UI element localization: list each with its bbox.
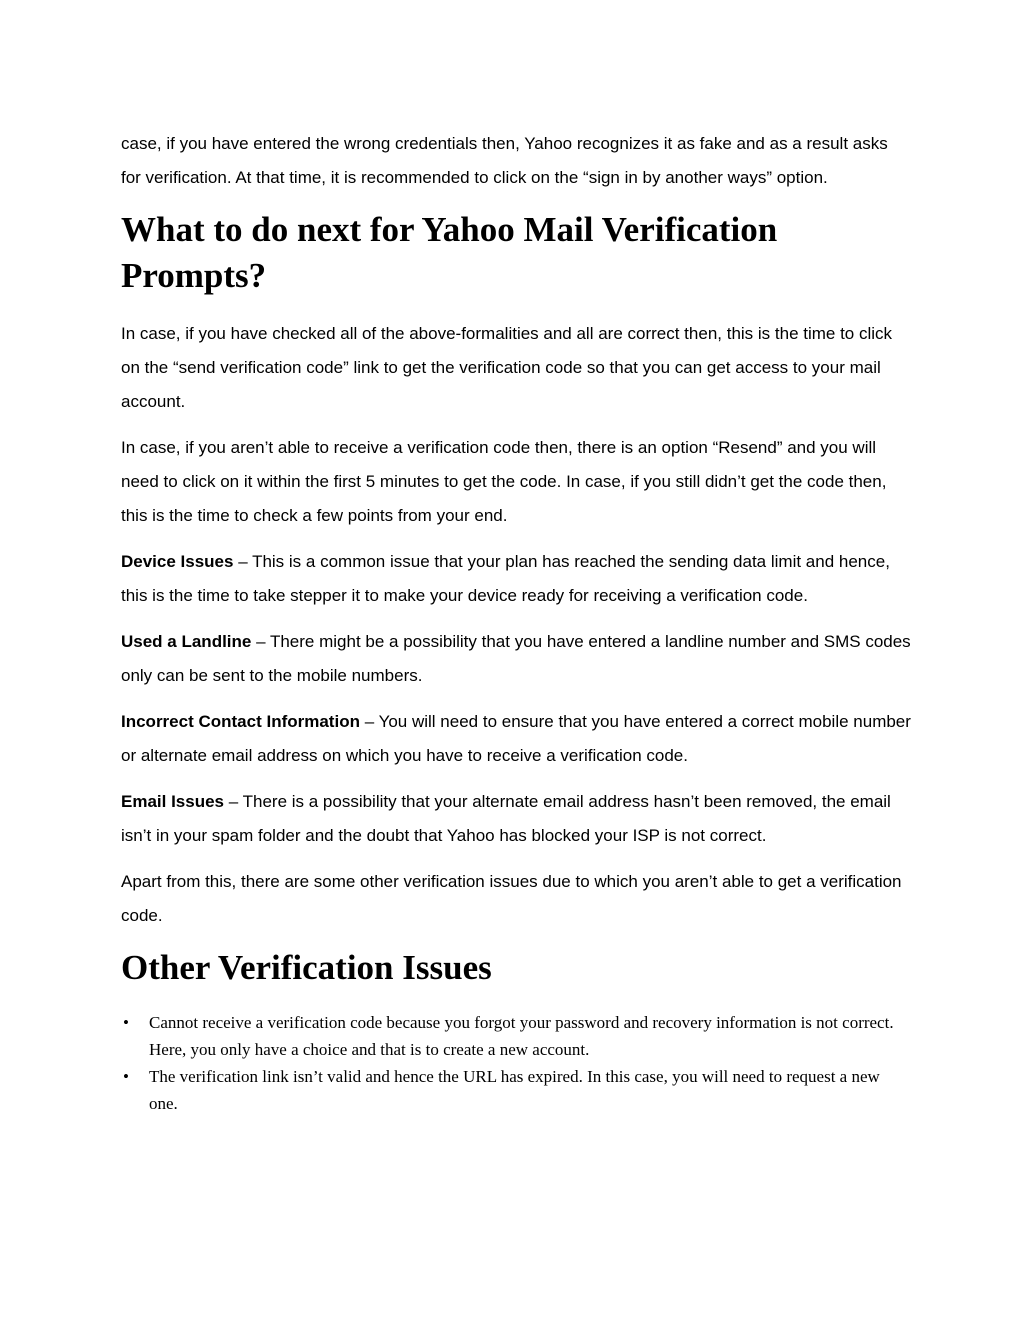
list-item (121, 1009, 911, 1063)
issue-text: – This is a common issue that your plan has reached the sending data limit and hence, this is the time to take stepper it to make your device ready for receiving a verification code. (121, 552, 890, 605)
issue-paragraph-device (121, 545, 911, 613)
issue-title: Incorrect Contact Information (121, 712, 360, 731)
closing-paragraph: Apart from this, there are some other verification issues due to which you aren’t able to get a verification code. (121, 872, 902, 925)
intro-paragraph: case, if you have entered the wrong credentials then, Yahoo recognizes it as fake and as a result asks for verification. At that time, it is recommended to click on the “sign in by another ways” option. (121, 134, 888, 187)
body-paragraph: In case, if you have checked all of the above-formalities and all are correct then, this is the time to click on the “send verification code” link to get the verification code so that you can get access to your mail account. (121, 324, 893, 411)
section-heading-other-issues: Other Verification Issues (121, 948, 492, 987)
bullet-list (121, 1009, 911, 1117)
bullet-icon: • (123, 1067, 129, 1086)
issue-title: Device Issues (121, 552, 234, 571)
issue-text: – There is a possibility that your alternate email address hasn’t been removed, the email isn’t in your spam folder and the doubt that Yahoo has blocked your ISP is not correct. (121, 792, 891, 845)
list-item (121, 1063, 911, 1117)
issue-paragraph-email (121, 785, 911, 853)
list-item-text: The verification link isn’t valid and hence the URL has expired. In this case, you will need to request a new one. (149, 1067, 880, 1113)
document-page (121, 127, 911, 1117)
bullet-icon: • (123, 1013, 129, 1032)
issue-text: – You will need to ensure that you have entered a correct mobile number or alternate email address on which you have to receive a verification code. (121, 712, 911, 765)
issue-paragraph-contact (121, 705, 911, 773)
issue-title: Used a Landline (121, 632, 252, 651)
list-item-text: Cannot receive a verification code because you forgot your password and recovery information is not correct. Here, you only have a choice and that is to create a new account. (149, 1013, 894, 1059)
issue-title: Email Issues (121, 792, 225, 811)
section-heading-verification-prompts: What to do next for Yahoo Mail Verification Prompts? (121, 210, 778, 295)
issue-paragraph-landline (121, 625, 911, 693)
issue-text: – There might be a possibility that you have entered a landline number and SMS codes only can be sent to the mobile numbers. (121, 632, 911, 685)
body-paragraph: In case, if you aren’t able to receive a verification code then, there is an option “Resend” and you will need to click on it within the first 5 minutes to get the code. In case, if you still didn’t get the code then, this is the time to check a few points from your end. (121, 438, 887, 525)
